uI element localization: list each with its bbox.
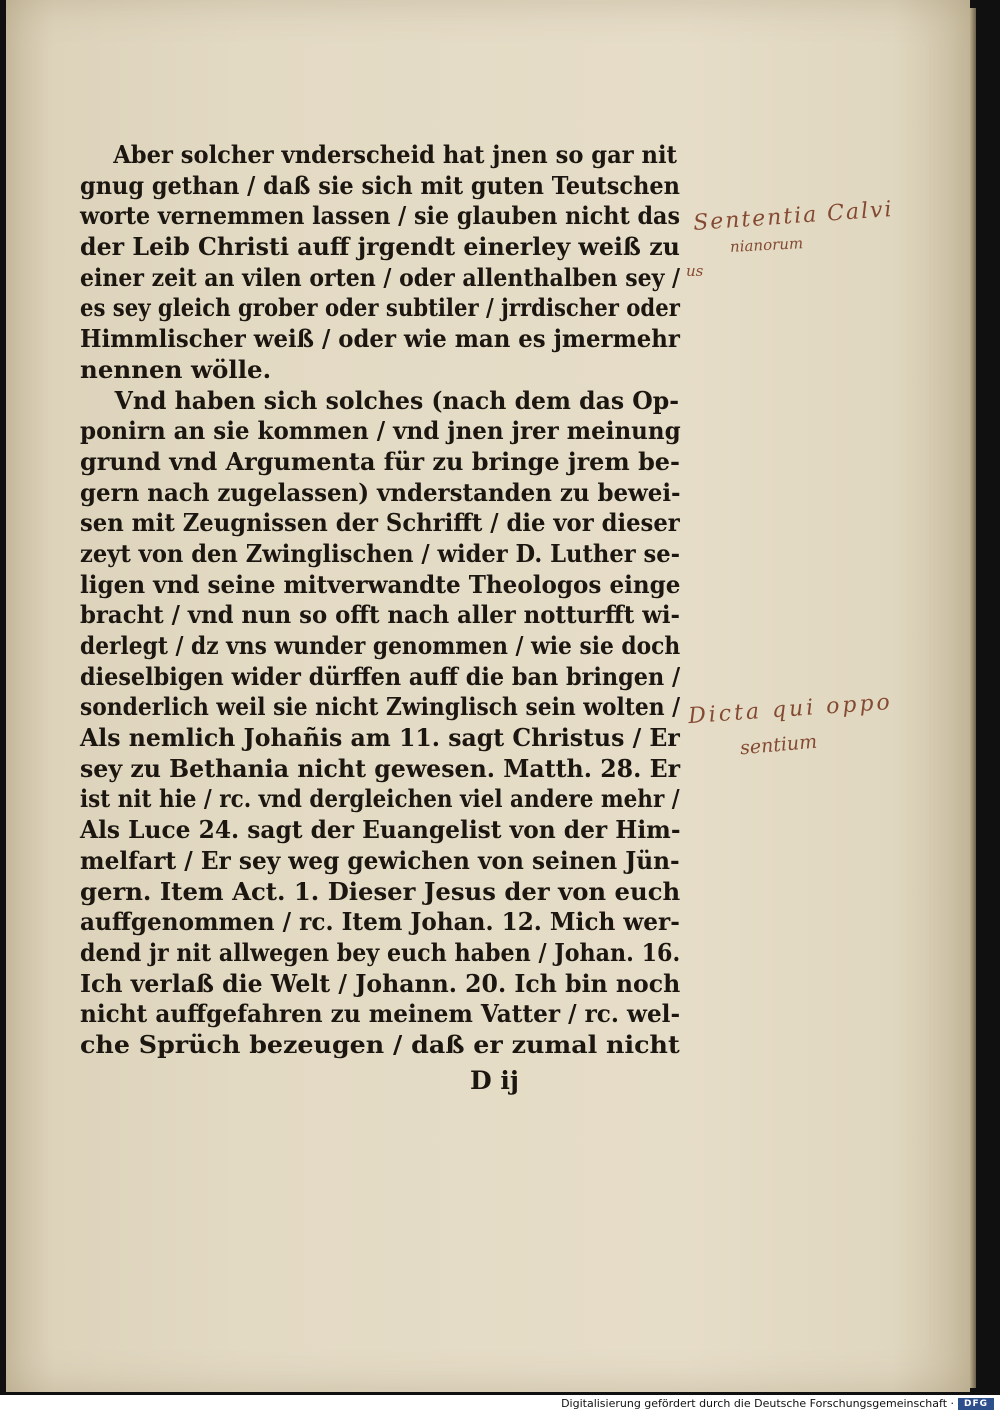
margin-note: Sententia Calvi	[692, 197, 895, 236]
text-line: sonderlich weil sie nicht Zwinglisch sein wolten /	[80, 692, 681, 722]
text-line: zeyt von den Zwinglischen / wider D. Luther se-	[80, 538, 681, 568]
page-edge	[970, 8, 976, 1388]
text-line: ponirn an sie kommen / vnd jnen jrer meinung	[80, 416, 681, 446]
text-line: melfart / Er sey weg gewichen von seinen Jün-	[80, 845, 680, 875]
funding-credit: Digitalisierung gefördert durch die Deutsche Forschungsgemeinschaft ·	[561, 1397, 954, 1410]
margin-note: nianorum	[729, 234, 804, 256]
text-line: gnug gethan / daß sie sich mit guten Teutschen	[80, 170, 681, 200]
text-line: sey zu Bethania nicht gewesen. Matth. 28. Er	[80, 753, 681, 783]
text-line: dend jr nit allwegen bey euch haben / Johan. 16.	[80, 937, 681, 967]
text-line: sen mit Zeugnissen der Schrifft / die vor dieser	[80, 508, 680, 538]
text-line: Als nemlich Johañis am 11. sagt Christus / Er	[80, 723, 680, 753]
text-line: bracht / vnd nun so offt nach aller notturfft wi-	[80, 600, 680, 630]
text-line: ist nit hie / rc. vnd dergleichen viel andere mehr /	[80, 784, 680, 814]
text-line: gern. Item Act. 1. Dieser Jesus der von euch	[80, 876, 681, 906]
margin-note: Dicta qui oppo	[687, 689, 894, 730]
text-line: Ich verlaß die Welt / Johann. 20. Ich bin noch	[80, 968, 681, 998]
text-line: ligen vnd seine mitverwandte Theologos einge	[80, 569, 681, 599]
text-line: Vnd haben sich solches (nach dem das Op-	[114, 385, 680, 415]
text-line: Aber solcher vnderscheid hat jnen so gar nit	[113, 140, 678, 169]
margin-note: us	[686, 262, 704, 280]
text-line: der Leib Christi auff jrgendt einerley weiß zu	[80, 232, 680, 262]
text-line: grund vnd Argumenta für zu bringe jrem be-	[80, 446, 680, 476]
text-line: che Sprüch bezeugen / daß er zumal nicht	[80, 1029, 680, 1059]
text-line: nicht auffgefahren zu meinem Vatter / rc. wel-	[80, 999, 681, 1029]
text-line: auffgenommen / rc. Item Johan. 12. Mich wer-	[80, 907, 680, 937]
signature-mark: D ij	[470, 1066, 519, 1095]
body-text	[80, 140, 680, 1061]
text-line: worte vernemmen lassen / sie glauben nicht das	[80, 201, 680, 231]
dfg-logo-icon: DFG	[958, 1398, 994, 1410]
text-line: es sey gleich grober oder subtiler / jrrdischer oder	[80, 293, 680, 323]
text-line: Himmlischer weiß / oder wie man es jmermehr	[80, 324, 680, 354]
text-line: Als Luce 24. sagt der Euangelist von der Him-	[80, 815, 681, 845]
text-line: nennen wölle.	[80, 354, 272, 384]
text-line: einer zeit an vilen orten / oder allenthalben sey /	[80, 262, 681, 292]
text-line: derlegt / dz vns wunder genommen / wie sie doch	[80, 631, 681, 660]
text-line: dieselbigen wider dürffen auff die ban bringen /	[80, 661, 681, 691]
text-line: gern nach zugelassen) vnderstanden zu bewei-	[80, 477, 681, 507]
margin-note: sentium	[739, 730, 819, 760]
